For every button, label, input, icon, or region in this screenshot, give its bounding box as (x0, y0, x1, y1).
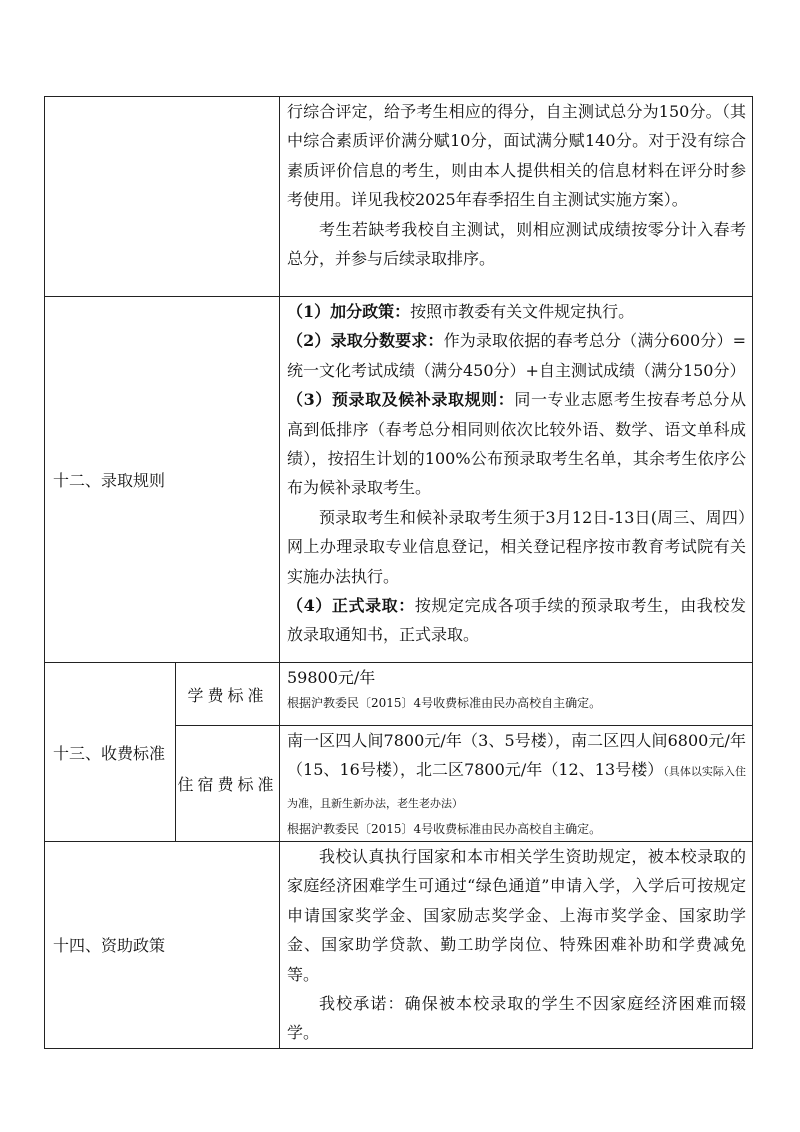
row-fees-tuition (45, 663, 753, 726)
continued-paragraph-1: 行综合评定，给予考生相应的得分，自主测试总分为150分。（其中综合素质评价满分赋10分，面试满分赋140分。对于没有综合素质评价信息的考生，则由本人提供相关的信息材料在评分时参考使用。详见我校2025年春季招生自主测试实施方案）。 (287, 102, 746, 210)
financial-aid-label: 十四、资助政策 (45, 842, 280, 1049)
row-financial-aid (45, 842, 753, 1049)
rule-3 (287, 385, 746, 503)
rule-1-text: 按照市教委有关文件规定执行。 (410, 302, 635, 321)
row-continued (45, 97, 753, 297)
rule-4-title: （4）正式录取： (287, 596, 415, 616)
tuition-basis: 根据沪教委民〔2015〕4号收费标准由民办高校自主确定。 (287, 696, 602, 711)
rule-3-title: （3）预录取及候补录取规则： (287, 390, 515, 410)
tuition-content (280, 663, 753, 726)
empty-label-cell (45, 97, 280, 297)
rule-4 (287, 591, 746, 650)
dorm-note: （具体以实际入住为准，且新生新办法，老生老办法） (287, 765, 746, 810)
fees-label: 十三、收费标准 (45, 663, 176, 842)
rule-2 (287, 326, 746, 385)
row-admission-rules (45, 297, 753, 663)
continued-paragraph-2: 考生若缺考我校自主测试，则相应测试成绩按零分计入春考总分，并参与后续录取排序。 (287, 219, 746, 269)
rule-3-text: 同一专业志愿考生按春考总分从高到低排序（春考总分相同则依次比较外语、数学、语文单科成绩），按招生计划的100%公布预录取考生名单，其余考生依序公布为候补录取考生。 (287, 390, 746, 498)
dorm-content (280, 726, 753, 842)
dorm-value (287, 726, 746, 818)
admission-table (44, 96, 753, 1049)
rule-2-title: （2）录取分数要求： (287, 331, 444, 351)
rule-3-paragraph-2: 预录取考生和候补录取考生须于3月12日-13日(周三、周四）网上办理录取专业信息登记，相关登记程序按市教育考试院有关实施办法执行。 (287, 507, 746, 586)
tuition-value: 59800元/年 (287, 668, 376, 687)
dorm-value-text: 南一区四人间7800元/年（3、5号楼），南二区四人间6800元/年（15、16号楼），北二区7800元/年（12、13号楼） (287, 731, 746, 780)
rule-4-text: 按规定完成各项手续的预录取考生，由我校发放录取通知书，正式录取。 (287, 596, 746, 645)
dorm-basis: 根据沪教委民〔2015〕4号收费标准由民办高校自主确定。 (287, 822, 602, 837)
admission-rules-content (280, 297, 753, 663)
financial-aid-content (280, 842, 753, 1049)
continued-content (280, 97, 753, 297)
rule-1-title: （1）加分政策： (287, 302, 411, 321)
financial-aid-paragraph-1: 我校认真执行国家和本市相关学生资助规定，被本校录取的家庭经济困难学生可通过“绿色通道”申请入学，入学后可按规定申请国家奖学金、国家励志奖学金、上海市奖学金、国家助学金、国家助学贷款、勤工助学岗位、特殊困难补助和学费减免等。 (287, 847, 746, 984)
dorm-label: 住宿费标准 (176, 726, 280, 842)
rule-1 (287, 297, 746, 326)
admission-rules-label: 十二、录取规则 (45, 297, 280, 663)
financial-aid-paragraph-2: 我校承诺：确保被本校录取的学生不因家庭经济困难而辍学。 (287, 994, 746, 1043)
rule-2-text: 作为录取依据的春考总分（满分600分）=统一文化考试成绩（满分450分）+自主测试成绩（满分150分） (287, 331, 746, 380)
tuition-label: 学费标准 (176, 663, 280, 726)
